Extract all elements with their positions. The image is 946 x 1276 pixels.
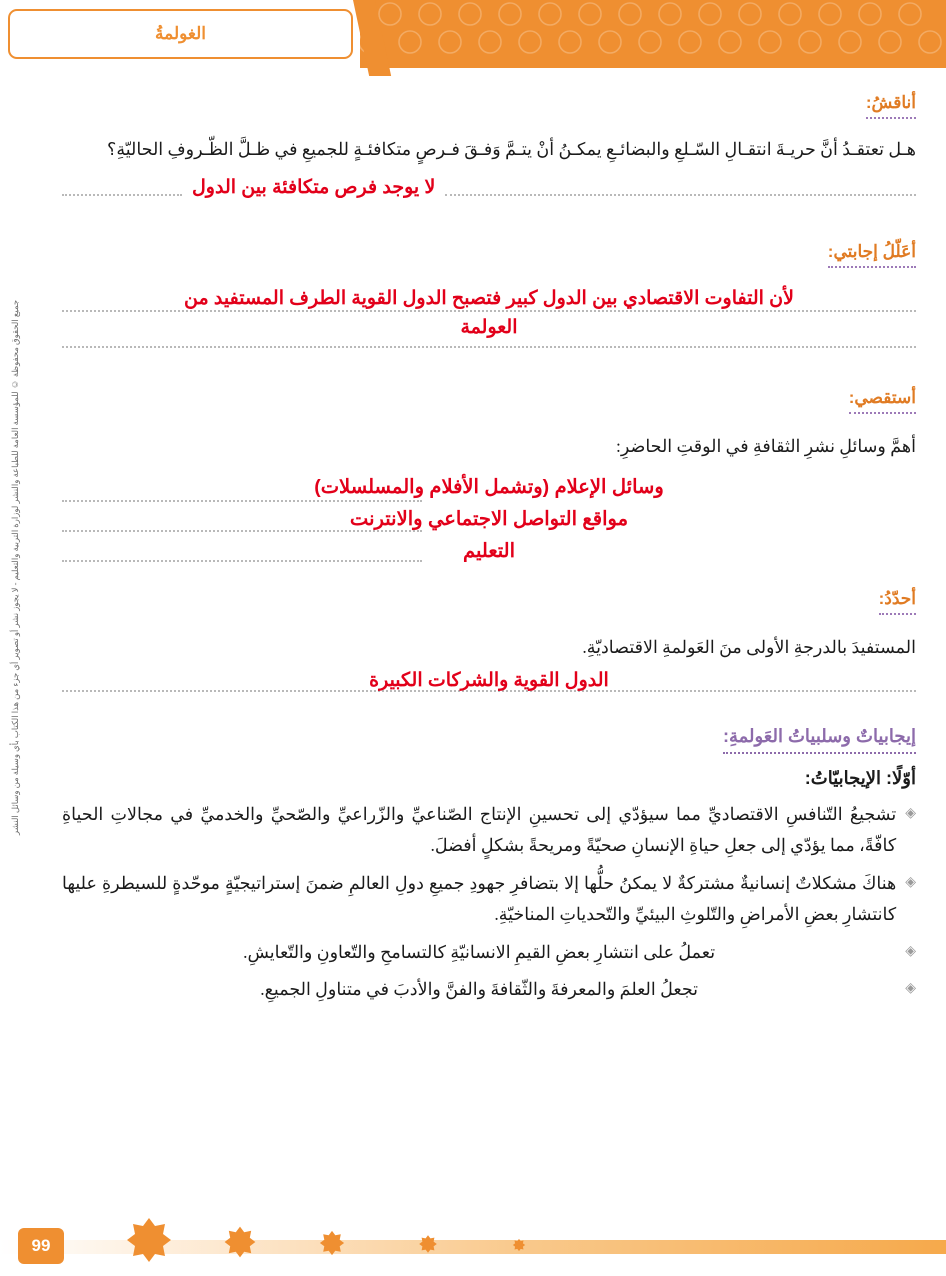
diamond-bullet-icon: ◈ — [905, 981, 916, 997]
subheading-positives: أوّلًا: الإيجابيّاتُ: — [804, 767, 916, 788]
question-text-identify: المستفيدَ بالدرجةِ الأولى منَ العَولمةِ الاقتصاديّةِ. — [582, 637, 916, 658]
rosette-icon — [225, 1227, 256, 1258]
list-item-text: تعملُ على انتشارِ بعضِ القيمِ الانسانيّةِ كالتسامحِ والتّعاونِ والتّعايشِ. — [243, 941, 716, 962]
rosette-icon — [419, 1235, 437, 1253]
section-heading-investigate: أستقصي: — [849, 387, 916, 414]
answer-row-discuss — [62, 173, 916, 202]
section-heading-row — [62, 387, 916, 414]
answer-investigate-1: وسائل الإعلام (وتشمل الأفلام والمسلسلات) — [314, 476, 664, 499]
answer-dotted-line — [445, 194, 916, 196]
section-heading-pros-cons: إيجابياتٌ وسلبياتُ العَولمةِ: — [723, 725, 916, 753]
list-item — [62, 974, 916, 1006]
answer-dotted-line — [62, 346, 916, 348]
question-text-investigate: أهمَّ وسائلِ نشرِ الثقافةِ في الوقتِ الحاضرِ: — [615, 435, 916, 456]
section-heading-row — [62, 92, 916, 119]
page-number-badge — [18, 1228, 64, 1264]
positives-list — [62, 799, 916, 1006]
section-justify — [62, 241, 916, 343]
page-footer — [0, 1200, 946, 1276]
rosette-icon — [320, 1231, 344, 1255]
copyright-side-note: جميع الحقوق محفوظة © للمؤسسة العامة للطباعة والنشر لوزارة التربية والتعليم - لا يجوز نشر أو تصوير أي جزء من هذا الكتاب بأي وسيلة من وسائل النشر — [10, 300, 20, 836]
section-discuss — [62, 92, 916, 203]
list-item-text: تجعلُ العلمَ والمعرفةَ والثّقافةَ والفنَّ والأدبَ في متناولِ الجميعِ. — [260, 979, 698, 1000]
list-item — [62, 868, 916, 931]
list-item — [62, 937, 916, 969]
answer-justify-line2: العولمة — [460, 317, 518, 339]
section-investigate — [62, 387, 916, 566]
section-heading-justify: أعَلّلُ إجابتي: — [828, 241, 916, 268]
answer-identify: الدول القوية والشركات الكبيرة — [369, 669, 609, 691]
list-item-text: تشجيعُ التّنافسِ الاقتصاديِّ مما سيؤدّي إلى تحسينِ الإنتاج الصّناعيِّ والزّراعيِّ والصّحيِّ والخدميِّ في مجالاتِ الحياةِ كافّةً، مما يؤدّي إلى جعلِ حياةِ الإنسانِ صحيّةً ومريحةً بشكلٍ أفضلَ. — [62, 803, 897, 856]
section-heading-row — [62, 588, 916, 615]
chapter-title-tab — [8, 9, 353, 59]
section-heading-identify: أحدّدُ: — [879, 588, 916, 615]
chapter-title: الغولمةُ — [155, 24, 207, 43]
answer-block-identify — [62, 666, 916, 695]
diamond-bullet-icon: ◈ — [905, 943, 916, 959]
section-identify — [62, 588, 916, 695]
answer-investigate-2: مواقع التواصل الاجتماعي والانترنت — [349, 507, 629, 530]
page-content — [62, 92, 916, 1196]
answer-block-justify — [62, 284, 916, 343]
answer-block-investigate — [62, 472, 916, 566]
answer-discuss: لا يوجد فرص متكافئة بين الدول — [192, 177, 436, 199]
diamond-bullet-icon: ◈ — [905, 805, 916, 821]
page-number: 99 — [31, 1236, 51, 1255]
section-heading-discuss: أناقشُ: — [866, 92, 916, 119]
answer-investigate-3: التعليم — [463, 539, 515, 562]
rosette-icon — [127, 1218, 171, 1262]
diamond-bullet-icon: ◈ — [905, 874, 916, 890]
section-heading-row — [62, 241, 916, 268]
section-heading-row — [62, 725, 916, 753]
footer-decorations — [0, 1200, 946, 1276]
answer-justify-line1: لأن التفاوت الاقتصادي بين الدول كبير فتصبح الدول القوية الطرف المستفيد من — [184, 288, 794, 309]
question-text-discuss: هـل تعتقـدُ أنَّ حريـةَ انتقـالِ السّـلعِ والبضائـعِ يمكـنُ أنْ يتـمَّ وَفـقَ فـرصٍ متكافئـةٍ للجميعِ في ظـلَّ الظّـروفِ الحاليّةِ؟ — [107, 139, 916, 160]
answer-dotted-line — [62, 194, 182, 196]
section-pros-cons — [62, 725, 916, 1005]
list-item-text: هناكَ مشكلاتٌ إنسانيةٌ مشتركةٌ لا يمكنُ حلُّها إلا بتضافرِ جهودِ جميعِ دولِ العالمِ ضمنَ إستراتيجيّةٍ موحّدةٍ للسيطرةِ عليها كانتشارِ بعضِ الأمراضِ والتّلوثِ البيئيِّ والتّحدياتِ المناخيّةِ. — [62, 872, 897, 925]
list-item — [62, 799, 916, 862]
rosette-icon — [513, 1239, 525, 1251]
page-header — [0, 0, 946, 76]
